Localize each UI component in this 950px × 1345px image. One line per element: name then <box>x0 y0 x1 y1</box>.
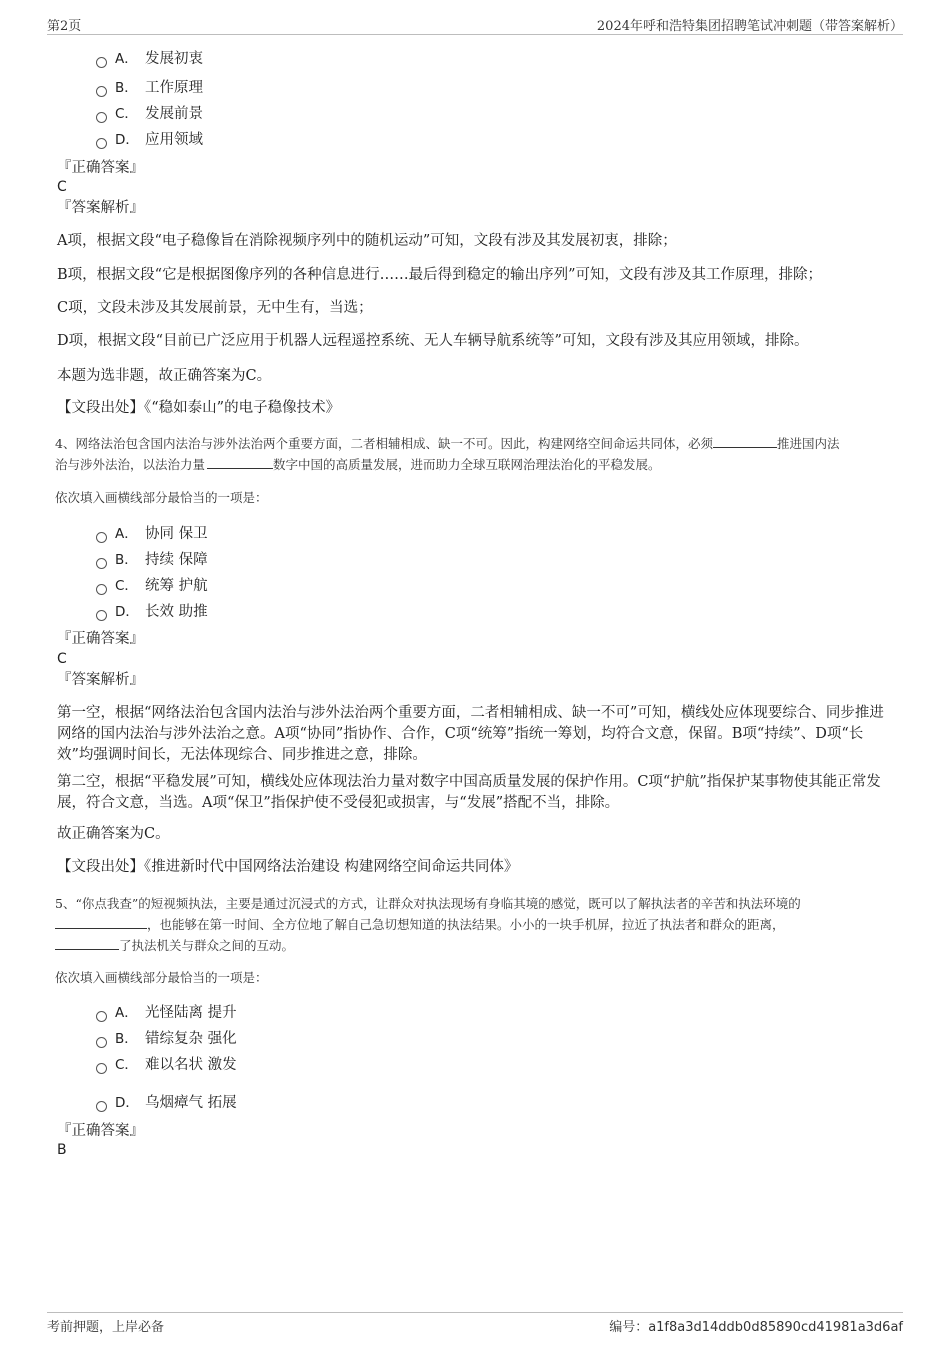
q4-option-d[interactable]: D． 长效 助推 <box>96 601 208 623</box>
radio-icon[interactable] <box>96 1011 107 1022</box>
q4-option-a[interactable]: A． 协同 保卫 <box>96 523 208 545</box>
q3-answer-label: 『正确答案』 <box>57 160 144 176</box>
q3-analysis-b: B项，根据文段“它是根据图像序列的各种信息进行……最后得到稳定的输出序列”可知，文段有涉及其工作原理，排除； <box>57 267 822 283</box>
blank-line <box>55 935 119 950</box>
radio-icon[interactable] <box>96 1037 107 1048</box>
q3-option-c[interactable]: C． 发展前景 <box>96 103 203 125</box>
document-id: 编号：a1f8a3d14ddb0d85890cd41981a3d6af <box>609 1320 903 1335</box>
q3-analysis-d: D项，根据文段“目前已广泛应用于机器人远程遥控系统、无人车辆导航系统等”可知，文段有涉及其应用领域，排除。 <box>57 333 809 349</box>
radio-icon[interactable] <box>96 584 107 595</box>
q5-option-a[interactable]: A． 光怪陆离 提升 <box>96 1002 237 1024</box>
radio-icon[interactable] <box>96 138 107 149</box>
q4-stem: 4、网络法治包含国内法治与涉外法治两个重要方面，二者相辅相成、缺一不可。因此，构建网络空间命运共同体，必须 推进国内法 治与涉外法治，以法治力量 数字中国的高质量发展，进而助力全球互联网治理法治化的平稳发展。 <box>55 433 900 475</box>
q5-answer-label: 『正确答案』 <box>57 1123 144 1139</box>
q4-prompt: 依次填入画横线部分最恰当的一项是： <box>55 490 268 505</box>
q5-answer: B <box>57 1142 67 1158</box>
document-title: 2024年呼和浩特集团招聘笔试冲刺题（带答案解析） <box>596 19 903 34</box>
q3-source: 【文段出处】《“稳如泰山”的电子稳像技术》 <box>57 400 341 416</box>
q3-answer: C <box>57 179 67 195</box>
q3-analysis-label: 『答案解析』 <box>57 200 144 216</box>
q5-option-d[interactable]: D． 乌烟瘴气 拓展 <box>96 1092 237 1114</box>
q4-analysis-first: 第一空，根据“网络法治包含国内法治与涉外法治两个重要方面，二者相辅相成、缺一不可”可知，横线处应体现要综合、同步推进网络的国内法治与涉外法治之意。A项“协同”指协作、合作，C项“统筹”指统一筹划，均符合文意，保留。B项“持续”、D项“长效”均强调时间长，无法体现综合、同步推进之意，排除。 <box>57 705 884 763</box>
q4-source: 【文段出处】《推进新时代中国网络法治建设 构建网络空间命运共同体》 <box>57 859 519 875</box>
page-header <box>47 14 903 35</box>
q3-analysis-c: C项，文段未涉及其发展前景，无中生有，当选； <box>57 300 373 316</box>
q4-option-c[interactable]: C． 统筹 护航 <box>96 575 208 597</box>
q3-option-d[interactable]: D． 应用领域 <box>96 129 203 151</box>
q5-option-c[interactable]: C． 难以名状 激发 <box>96 1054 237 1076</box>
page-footer <box>47 1312 903 1337</box>
q3-option-b[interactable]: B． 工作原理 <box>96 77 203 99</box>
q5-option-b[interactable]: B． 错综复杂 强化 <box>96 1028 237 1050</box>
blank-line <box>55 914 147 929</box>
radio-icon[interactable] <box>96 558 107 569</box>
radio-icon[interactable] <box>96 112 107 123</box>
q4-option-b[interactable]: B． 持续 保障 <box>96 549 208 571</box>
q4-answer-label: 『正确答案』 <box>57 631 144 647</box>
radio-icon[interactable] <box>96 610 107 621</box>
q5-prompt: 依次填入画横线部分最恰当的一项是： <box>55 970 268 985</box>
radio-icon[interactable] <box>96 1063 107 1074</box>
footer-slogan: 考前押题，上岸必备 <box>47 1320 165 1335</box>
blank-line <box>713 433 777 448</box>
q5-stem: 5、“你点我查”的短视频执法，主要是通过沉浸式的方式，让群众对执法现场有身临其境的感觉，既可以了解执法者的辛苦和执法环境的 ，也能够在第一时间、全方位地了解自己急切想知道的执法结果。小小的一块手机屏，拉近了执法者和群众的距离， 了执法机关与群众之间的互动。 <box>55 896 801 953</box>
radio-icon[interactable] <box>96 532 107 543</box>
q3-option-a[interactable]: A． 发展初衷 <box>96 48 203 70</box>
q3-analysis-a: A项，根据文段“电子稳像旨在消除视频序列中的随机运动”可知，文段有涉及其发展初衷，排除； <box>57 233 677 249</box>
q4-analysis-second: 第二空，根据“平稳发展”可知，横线处应体现法治力量对数字中国高质量发展的保护作用。C项“护航”指保护某事物使其能正常发展，符合文意，当选。A项“保卫”指保护使不受侵犯或损害，与“发展”搭配不当，排除。 <box>57 774 881 811</box>
radio-icon[interactable] <box>96 57 107 68</box>
page-number: 第2页 <box>47 19 82 34</box>
blank-line <box>207 454 273 469</box>
q4-analysis-label: 『答案解析』 <box>57 672 144 688</box>
radio-icon[interactable] <box>96 86 107 97</box>
q4-answer: C <box>57 651 67 667</box>
q3-conclusion: 本题为选非题，故正确答案为C。 <box>57 368 272 384</box>
q4-conclusion: 故正确答案为C。 <box>57 826 170 842</box>
radio-icon[interactable] <box>96 1101 107 1112</box>
